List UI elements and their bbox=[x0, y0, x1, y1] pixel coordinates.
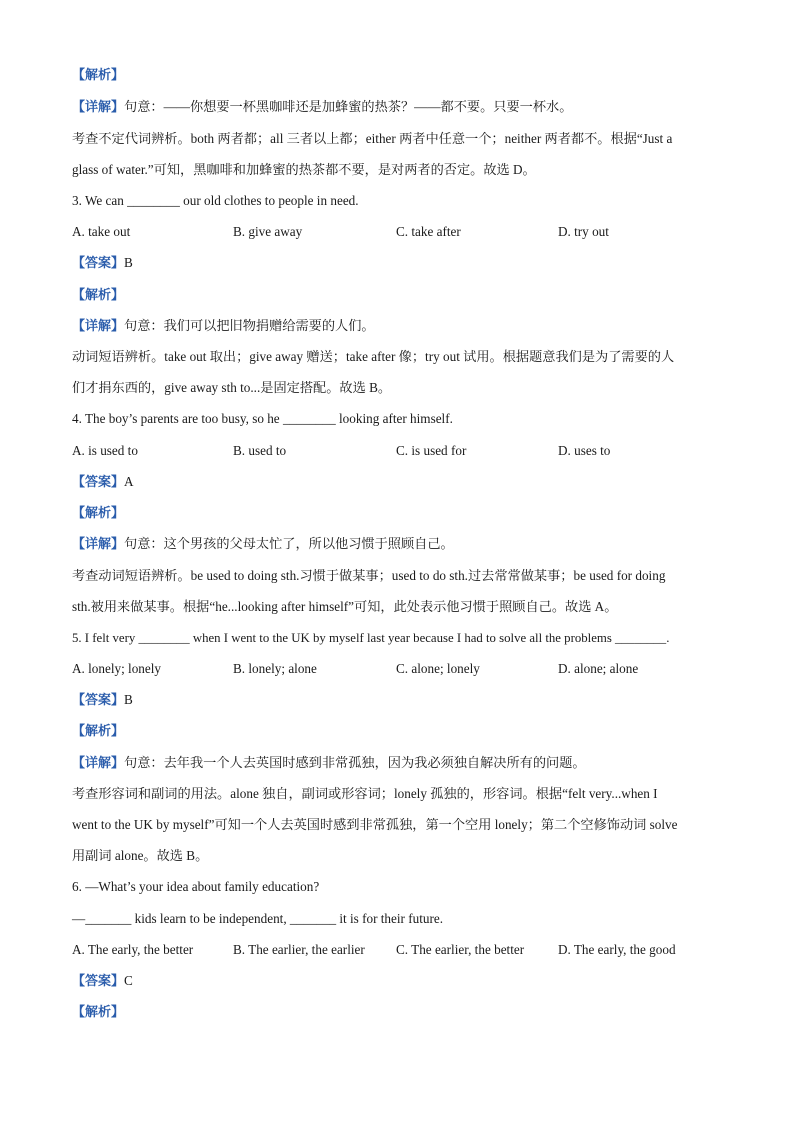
detail-line: 【详解】句意：——你想要一杯黑咖啡还是加蜂蜜的热茶？——都不要。只要一杯水。 bbox=[72, 99, 573, 115]
explanation-line: glass of water.”可知，黑咖啡和加蜂蜜的热茶都不要，是对两者的否定。故选 D。 bbox=[72, 162, 536, 177]
explanation-line: 们才捐东西的，give away sth to...是固定搭配。故选 B。 bbox=[72, 380, 392, 395]
explanation-line: went to the UK by myself”可知一个人去英国时感到非常孤独，第一个空用 lonely；第二个空修饰动词 solve bbox=[72, 817, 678, 832]
option-b: B. give away bbox=[233, 224, 303, 239]
option-d: D. The early, the good bbox=[558, 942, 676, 957]
question-text: 6. —What’s your idea about family education? bbox=[72, 879, 320, 894]
option-a: A. take out bbox=[72, 224, 131, 239]
option-c: C. alone; lonely bbox=[396, 661, 480, 676]
explanation-line: 动词短语辨析。take out 取出；give away 赠送；take after 像；try out 试用。根据题意我们是为了需要的人 bbox=[72, 349, 675, 364]
option-a: A. lonely; lonely bbox=[72, 661, 162, 676]
answer-line: 【答案】A bbox=[72, 474, 134, 490]
analysis-heading: 【解析】 bbox=[72, 68, 125, 83]
question-text: 3. We can ________ our old clothes to people in need. bbox=[72, 193, 359, 208]
question-text: 4. The boy’s parents are too busy, so he ________ looking after himself. bbox=[72, 411, 453, 426]
answer-line: 【答案】B bbox=[72, 692, 133, 708]
option-c: C. is used for bbox=[396, 443, 467, 458]
option-c: C. take after bbox=[396, 224, 461, 239]
option-a: A. is used to bbox=[72, 443, 138, 458]
option-d: D. alone; alone bbox=[558, 661, 639, 676]
detail-line: 【详解】句意：去年我一个人去英国时感到非常孤独，因为我必须独自解决所有的问题。 bbox=[72, 755, 586, 771]
option-d: D. try out bbox=[558, 224, 609, 239]
detail-line: 【详解】句意：我们可以把旧物捐赠给需要的人们。 bbox=[72, 318, 375, 334]
explanation-line: 考查不定代词辨析。both 两者都；all 三者以上都；either 两者中任意一个；neither 两者都不。根据“Just a bbox=[72, 131, 673, 146]
analysis-heading: 【解析】 bbox=[72, 1005, 125, 1020]
answer-line: 【答案】B bbox=[72, 255, 133, 271]
option-b: B. The earlier, the earlier bbox=[233, 942, 365, 957]
option-c: C. The earlier, the better bbox=[396, 942, 525, 957]
option-b: B. used to bbox=[233, 443, 287, 458]
analysis-heading: 【解析】 bbox=[72, 506, 125, 521]
option-a: A. The early, the better bbox=[72, 942, 194, 957]
explanation-line: 用副词 alone。故选 B。 bbox=[72, 848, 209, 863]
answer-line: 【答案】C bbox=[72, 973, 133, 989]
explanation-line: 考查动词短语辨析。be used to doing sth.习惯于做某事；used to do sth.过去常常做某事；be used for doing bbox=[72, 568, 666, 583]
question-text: 5. I felt very ________ when I went to the UK by myself last year because I had to solve all the problems ________. bbox=[72, 631, 670, 645]
analysis-heading: 【解析】 bbox=[72, 288, 125, 303]
explanation-line: sth.被用来做某事。根据“he...looking after himself”可知，此处表示他习惯于照顾自己。故选 A。 bbox=[72, 599, 618, 614]
question-text-2: —_______ kids learn to be independent, _______ it is for their future. bbox=[72, 911, 444, 926]
detail-line: 【详解】句意：这个男孩的父母太忙了，所以他习惯于照顾自己。 bbox=[72, 536, 454, 552]
option-d: D. uses to bbox=[558, 443, 611, 458]
analysis-heading: 【解析】 bbox=[72, 724, 125, 739]
explanation-line: 考查形容词和副词的用法。alone 独自，副词或形容词；lonely 孤独的，形容词。根据“felt very...when I bbox=[72, 786, 658, 801]
option-b: B. lonely; alone bbox=[233, 661, 317, 676]
